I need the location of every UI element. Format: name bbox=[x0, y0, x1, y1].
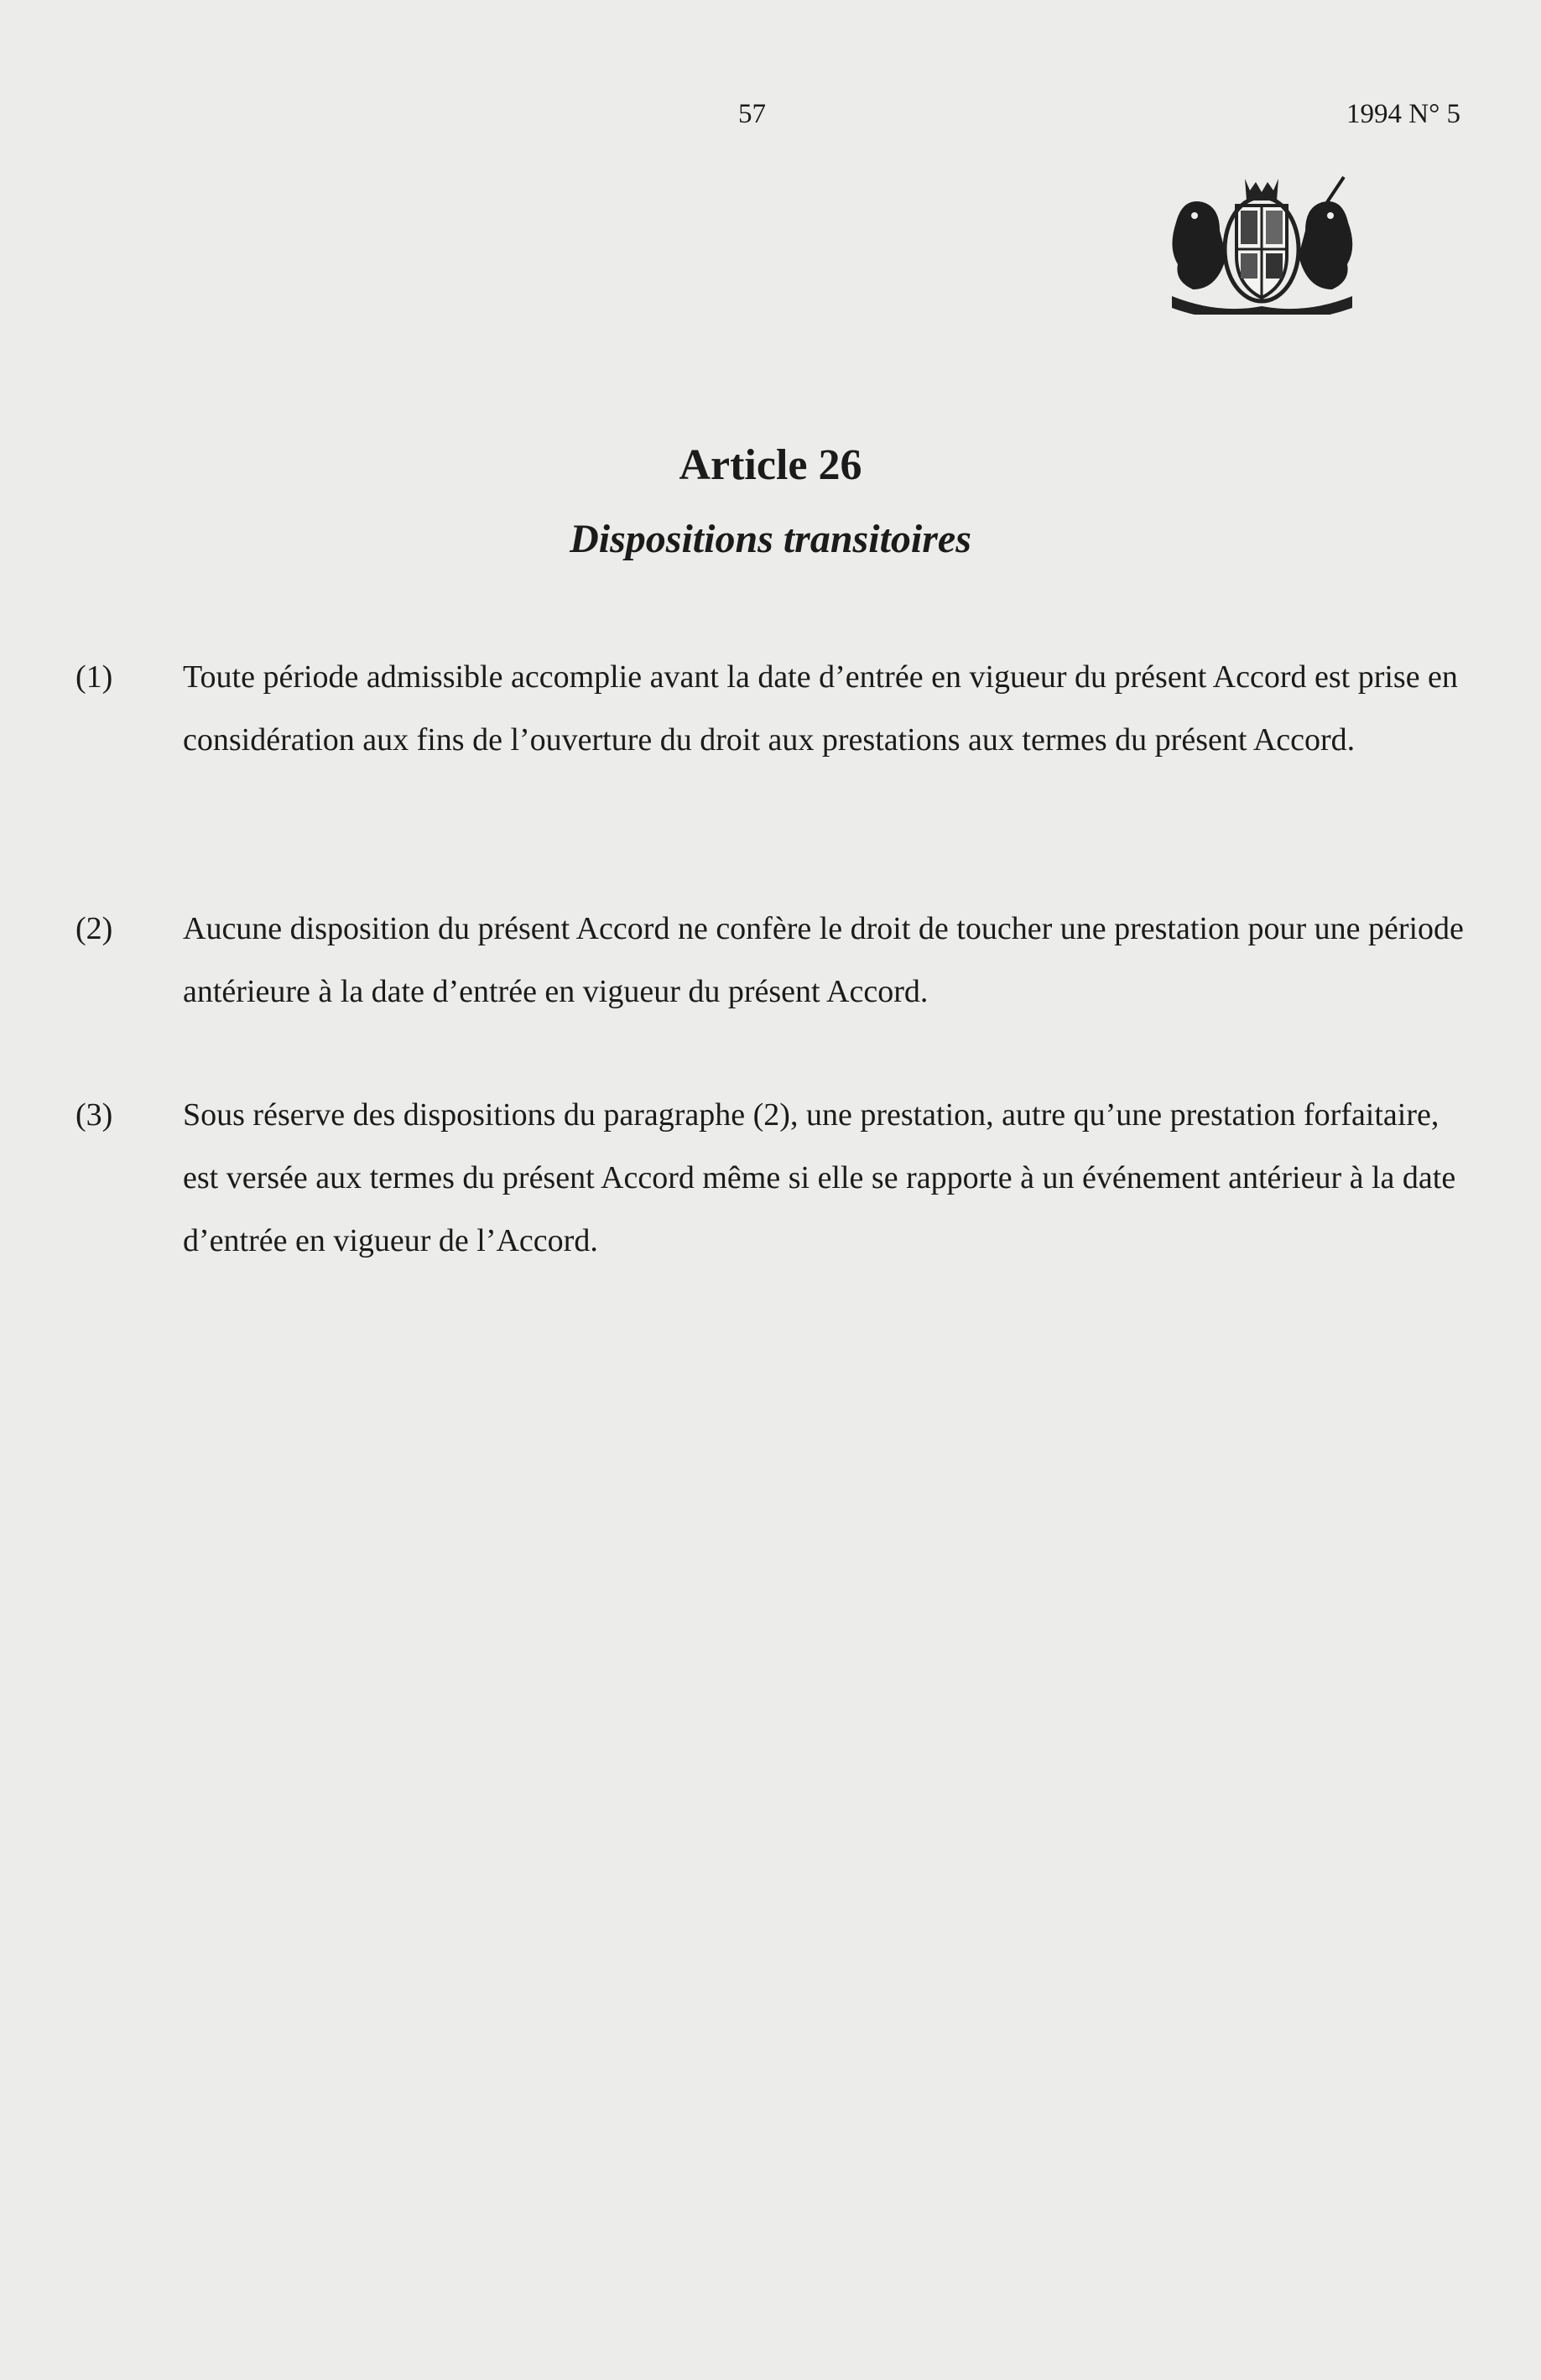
paragraph-text: Toute période admissible accomplie avant la date d’entrée en vigueur du présent Accord est prise en considération aux fins de l’ouverture du droit aux prestations aux termes du présent Accord. bbox=[183, 659, 1458, 758]
paragraph-text: Aucune disposition du présent Accord ne confère le droit de toucher une prestation pour une période antérieure à la date d’entrée en vigueur du présent Accord. bbox=[183, 911, 1464, 1009]
paragraph-number: (2) bbox=[75, 911, 113, 946]
document-reference: 1994 N° 5 bbox=[1346, 99, 1461, 129]
royal-coat-of-arms-icon bbox=[1159, 172, 1365, 315]
paragraph-number: (1) bbox=[75, 659, 113, 695]
article-title: Dispositions transitoires bbox=[570, 517, 971, 561]
page-number: 57 bbox=[738, 99, 766, 129]
paragraph-number: (3) bbox=[75, 1097, 113, 1133]
paragraph-text: Sous réserve des dispositions du paragraphe (2), une prestation, autre qu’une prestation forfaitaire, est versée aux termes du présent Accord même si elle se rapporte à un événement antérieur à la date d’entrée en vigueur de l’Accord. bbox=[183, 1097, 1456, 1258]
article-number: Article 26 bbox=[679, 441, 862, 489]
